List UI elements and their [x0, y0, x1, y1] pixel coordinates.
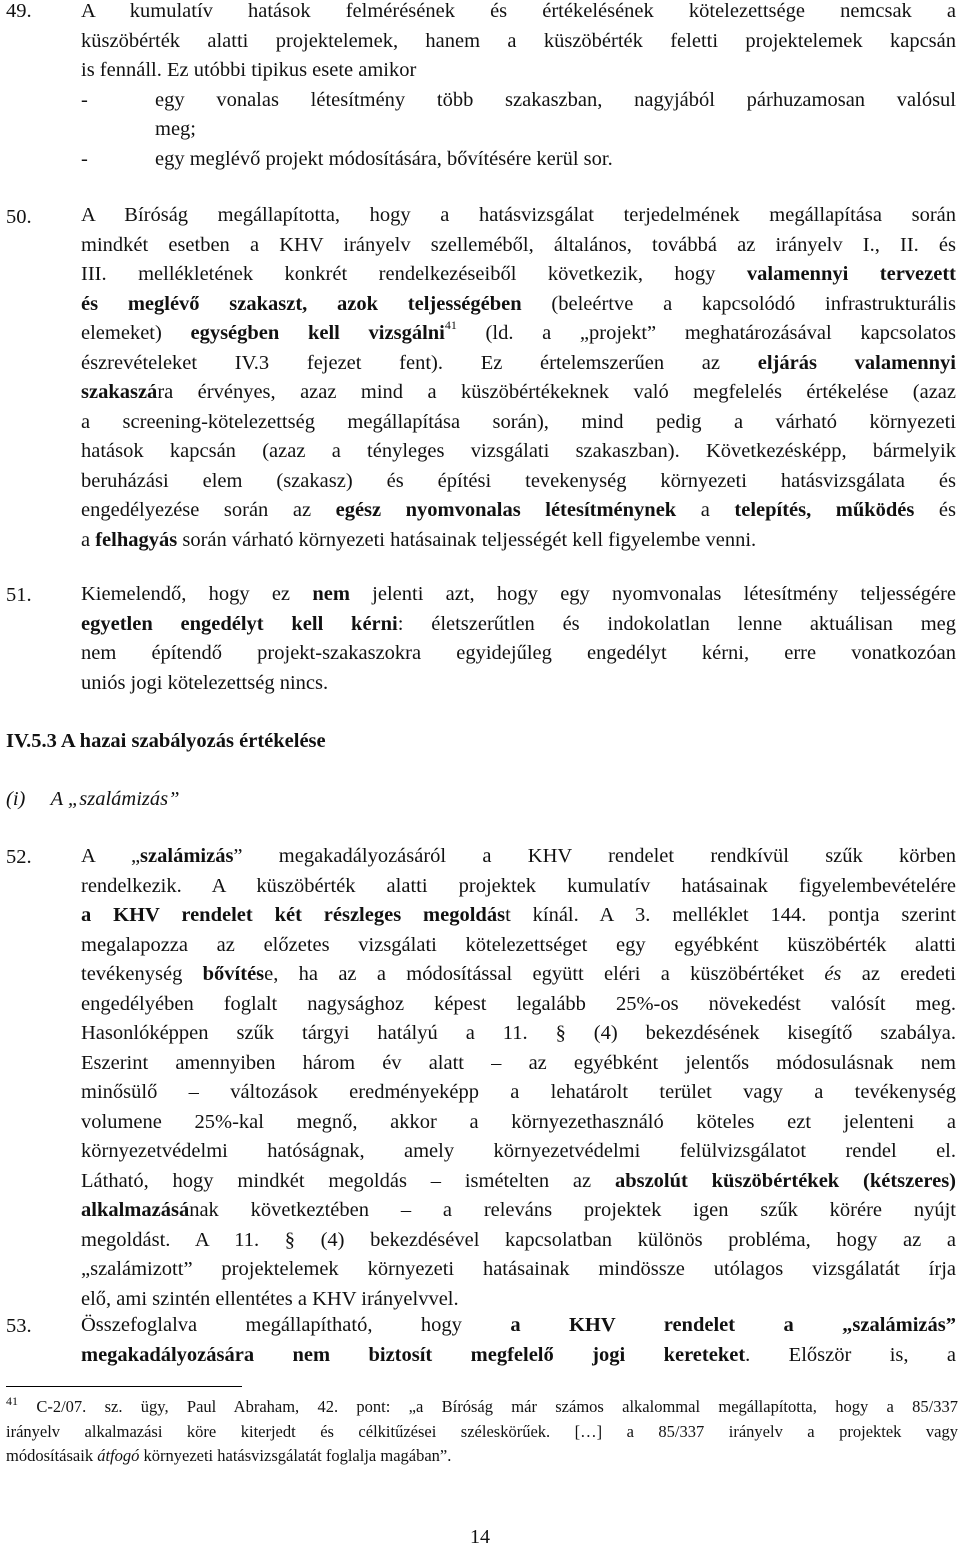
paragraph-number: 49. — [6, 0, 32, 22]
footnote — [6, 1395, 958, 1469]
text-line: a KHV rendelet két részleges megoldást kínál. A 3. melléklet 144. pontja szerint — [81, 904, 956, 926]
paragraph-text — [81, 580, 956, 698]
list-item-continuation — [81, 115, 956, 145]
footnote-separator — [6, 1386, 242, 1387]
text-line: megakadályozására nem biztosít megfelelő jogi kereteket. Először is, a — [81, 1343, 957, 1366]
text-line: a screening-kötelezettség megállapítása során), mind pedig a várható környezeti — [81, 410, 956, 433]
text-line: minősülő – változások eredményeképp a lehatárolt terület vagy a tevékenység — [81, 1081, 956, 1103]
text-line: egy meglévő projekt módosítására, bővítésére kerül sor. — [155, 147, 613, 170]
list-item — [81, 145, 956, 175]
text-line: A kumulatív hatások felmérésének és értékelésének kötelezettsége nemcsak a — [81, 0, 956, 22]
page-number: 14 — [470, 1526, 490, 1548]
footnote-line: $^{41}$ C-2/07. sz. ügy, Paul Abraham, 42. pont: „a Bíróság már számos alkalommal megállapította, hogy a 85/337 — [6, 1394, 958, 1416]
text-line: Kiemelendő, hogy ez nem jelenti azt, hogy egy nyomvonalas létesítmény teljességére — [81, 583, 957, 605]
text-line: Összefoglalva megállapítható, hogy a KHV rendelet a „szalámizás” — [81, 1314, 957, 1336]
paragraph-number: 53. — [6, 1315, 32, 1337]
text-line: észrevételeket IV.3 fejezet fent). Ez értelemszerűen az eljárás valamennyi — [81, 351, 956, 374]
text-line: mindkét esetben a KHV irányelv szelleméből, általános, továbbá az irányelv I., II. és — [81, 233, 956, 256]
text-line: engedélyében foglalt nagysághoz képest legalább 25%-os növekedést valósít meg. — [81, 992, 956, 1015]
text-line: hatások kapcsán (azaz a tényleges vizsgálati szakaszban). Következésképp, bármelyik — [81, 440, 956, 462]
text-line: is fennáll. Ez utóbbi tipikus esete amikor — [81, 59, 417, 81]
text-line: megalapozza az előzetes vizsgálati kötelezettséget egy egyébként küszöbérték alatti — [81, 933, 956, 956]
text-line: Látható, hogy mindkét megoldás – ismételten az abszolút küszöbértékek (kétszeres) — [81, 1169, 956, 1192]
paragraph-number: 51. — [6, 584, 32, 606]
list-dash: - — [81, 147, 88, 170]
text-line: volumene 25%-kal megnő, akkor a környezethasználó köteles ezt jelenteni a — [81, 1110, 956, 1133]
text-line: elő, ami szintén ellentétes a KHV irányelvvel. — [81, 1287, 459, 1310]
text-line: A „szalámizás” megakadályozásáról a KHV rendelet rendkívül szűk körben — [81, 845, 956, 867]
text-line: alkalmazásának következtében – a releváns projektek igen szűk körére nyújt — [81, 1199, 956, 1221]
list-dash: - — [81, 88, 88, 111]
text-line: szakaszára érvényes, azaz mind a küszöbértékeknek való megfelelés értékelése (azaz — [81, 381, 956, 403]
footnote-line: irányelv alkalmazási köre kiterjedt és célkitűzései széleskörűek. […] a 85/337 irányelv a projektek vagy — [6, 1421, 958, 1441]
section-heading: IV.5.3 A hazai szabályozás értékelése — [6, 730, 326, 752]
footnote-mark: 41 — [6, 1394, 18, 1408]
subsection-heading: (i) A „szalámizás” — [6, 788, 180, 810]
text-line: beruházási elem (szakasz) és építési tevekenység környezeti hatásvizsgálata és — [81, 469, 956, 492]
text-line: és meglévő szakaszt, azok teljességében (beleértve a kapcsolódó infrastrukturális — [81, 292, 956, 315]
paragraph-text — [81, 0, 956, 174]
text-line: III. mellékletének konkrét rendelkezéseiből következik, hogy valamennyi tervezett — [81, 263, 957, 285]
text-line: Hasonlóképpen szűk tárgyi hatályú a 11. § (4) bekezdésének kisegítő szabálya. — [81, 1022, 956, 1044]
paragraph-text — [81, 201, 956, 555]
list-item — [81, 86, 956, 116]
text-line: meg; — [155, 118, 196, 140]
footnote-line: módosításaik átfogó környezeti hatásvizsgálatát foglalja magában”. — [6, 1446, 452, 1465]
text-line: a felhagyás során várható környezeti hatásainak teljességét kell figyelembe venni. — [81, 528, 757, 551]
text-line: megoldást. A 11. § (4) bekezdésével kapcsolatban különös probléma, hogy az a — [81, 1228, 956, 1251]
text-line: tevékenység bővítése, ha az a módosítással együtt eléri a küszöbértéket és az eredeti — [81, 963, 956, 985]
text-line: egyetlen engedélyt kell kérni: életszerűtlen és indokolatlan lenne aktuálisan meg — [81, 612, 956, 635]
footnote-ref: 41 — [444, 318, 457, 332]
paragraph-number: 50. — [6, 206, 32, 228]
text-line: rendelkezik. A küszöbérték alatti projektek kumulatív hatásainak figyelembevételére — [81, 874, 956, 897]
text-line: elemeket) egységben kell vizsgálni$^{41}$ (ld. a „projekt” meghatározásával kapcsolatos — [81, 318, 956, 344]
text-line: „szalámizott” projektelemek környezeti hatásainak mindössze utólagos vizsgálatát írja — [81, 1258, 956, 1280]
text-line: A Bíróság megállapította, hogy a hatásvizsgálat terjedelmének megállapítása során — [81, 204, 956, 226]
text-line: nem építendő projekt-szakaszokra egyidejűleg engedélyt kérni, erre vonatkozóan — [81, 642, 956, 664]
text-line: egy vonalas létesítmény több szakaszban, nagyjából párhuzamosan valósul — [155, 88, 956, 111]
text-line: engedélyezése során az egész nyomvonalas létesítménynek a telepítés, működés és — [81, 499, 957, 521]
text-line: küszöbérték alatti projektelemek, hanem a küszöbérték feletti projektelemek kapcsán — [81, 29, 956, 52]
text-line: Eszerint amennyiben három év alatt – az egyébként jelentős módosulásnak nem — [81, 1051, 956, 1074]
paragraph-text — [81, 1311, 956, 1370]
paragraph-number: 52. — [6, 846, 32, 868]
text-line: uniós jogi kötelezettség nincs. — [81, 671, 329, 694]
text-line: környezetvédelmi hatóságnak, amely környezetvédelmi felülvizsgálatot rendel el. — [81, 1140, 956, 1162]
paragraph-text — [81, 842, 956, 1314]
